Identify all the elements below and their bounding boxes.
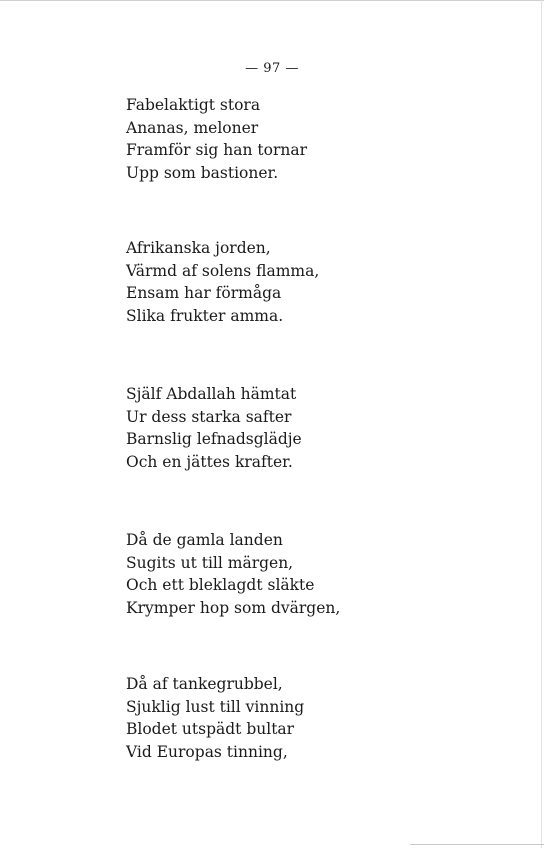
stanza-2 — [126, 237, 319, 327]
verse-line: Fabelaktigt stora — [126, 96, 261, 114]
page-bottom-edge — [410, 844, 544, 845]
verse-line: Ananas, meloner — [126, 118, 259, 137]
verse-line: Och en jättes krafter. — [126, 452, 293, 471]
page-top-edge — [0, 0, 544, 1]
verse-line: Sjuklig lust till vinning — [126, 697, 305, 716]
stanza-4 — [126, 529, 340, 619]
verse-line: Krymper hop som dvärgen, — [126, 598, 341, 617]
verse-line: Upp som bastioner. — [126, 163, 279, 182]
verse-line: Barnslig lefnadsglädje — [126, 430, 302, 448]
page-right-edge — [541, 0, 542, 848]
verse-line: Afrikanska jorden, — [126, 239, 271, 257]
verse-line: Värmd af solens flamma, — [126, 261, 320, 280]
stanza-5 — [126, 673, 304, 763]
verse-line: Framför sig han tornar — [126, 141, 308, 159]
verse-line: Ensam har förmåga — [126, 284, 282, 302]
stanza-3 — [126, 383, 302, 473]
verse-line: Själf Abdallah hämtat — [126, 385, 297, 403]
verse-line: Sugits ut till märgen, — [126, 553, 294, 572]
verse-line: Då af tankegrubbel, — [126, 675, 283, 693]
verse-line: Då de gamla landen — [126, 531, 283, 549]
verse-line: Vid Europas tinning, — [126, 742, 288, 761]
verse-line: Blodet utspädt bultar — [126, 720, 295, 738]
verse-line: Ur dess starka safter — [126, 407, 292, 426]
verse-line: Slika frukter amma. — [126, 306, 284, 325]
verse-line: Och ett bleklagdt släkte — [126, 576, 315, 594]
page-number: — 97 — — [245, 61, 299, 76]
stanza-1 — [126, 94, 307, 184]
